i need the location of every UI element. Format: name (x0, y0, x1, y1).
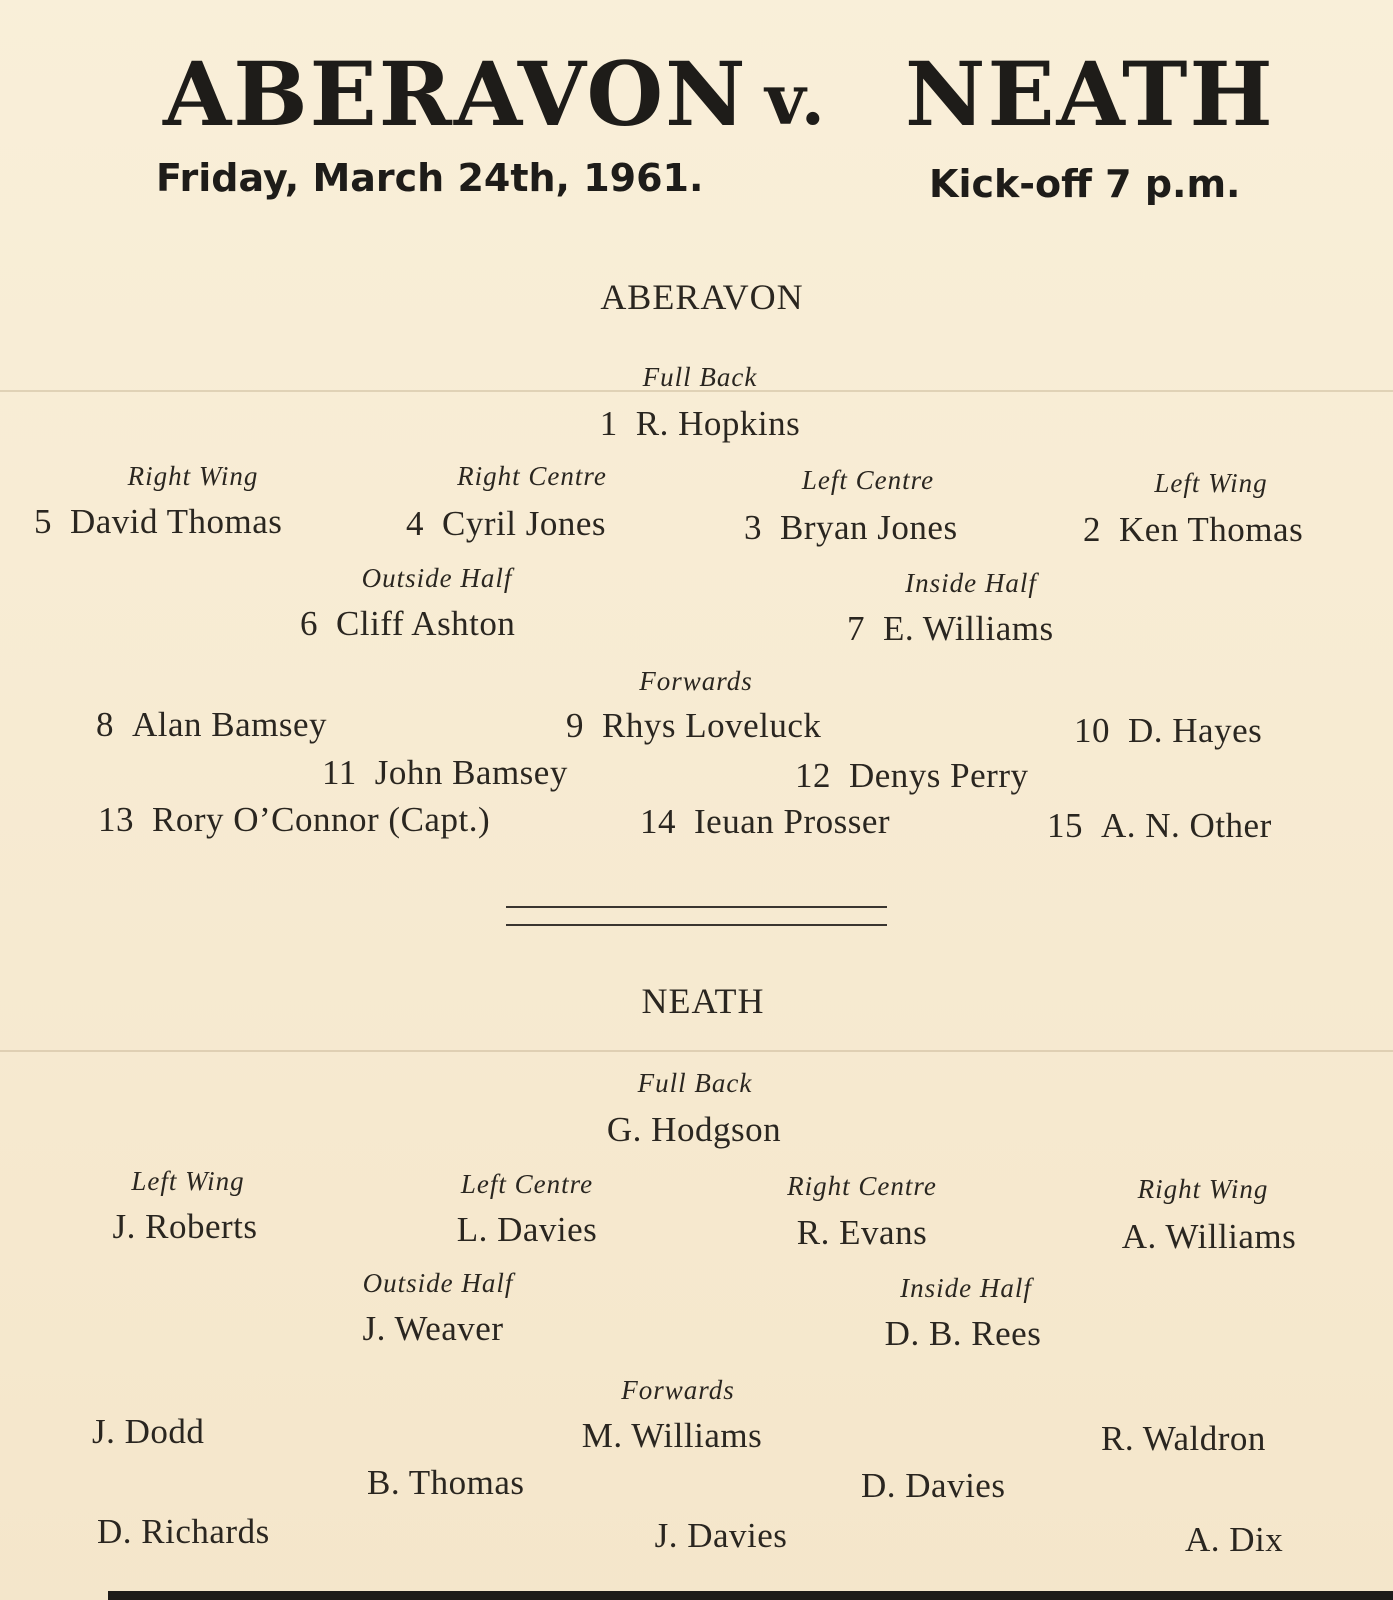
player-name: Rhys Loveluck (602, 706, 822, 745)
match-date: Friday, March 24th, 1961. (156, 156, 704, 200)
player-number: 1 (599, 404, 618, 443)
neath-team-heading: NEATH (641, 981, 765, 1021)
position-label-forwards: Forwards (639, 666, 753, 696)
player-name: Cliff Ashton (336, 604, 516, 643)
player-name: E. Williams (883, 609, 1054, 648)
player-name: Ieuan Prosser (694, 802, 891, 841)
player-right-centre (406, 504, 606, 544)
player-outside-half (300, 604, 515, 644)
player-number: 10 (1074, 711, 1110, 750)
bottom-border-bar (108, 1591, 1393, 1600)
player-forward-captain (98, 800, 490, 840)
player-forward (640, 802, 890, 842)
player-number: 8 (96, 705, 114, 744)
player-number: 6 (300, 604, 318, 643)
position-label-right-wing: Right Wing (1137, 1174, 1269, 1204)
home-team-title: ABERAVON (163, 42, 748, 146)
position-label-outside-half: Outside Half (362, 1268, 514, 1298)
player-name: R. Hopkins (635, 404, 801, 443)
aberavon-team-heading: ABERAVON (600, 277, 804, 317)
player-forward: J. Dodd (92, 1412, 205, 1451)
player-left-centre (744, 508, 958, 548)
player-number: 12 (795, 756, 831, 795)
player-number: 14 (640, 802, 676, 841)
player-number: 11 (322, 753, 357, 792)
player-name: David Thomas (70, 502, 283, 541)
player-name: Denys Perry (849, 756, 1029, 795)
player-outside-half: J. Weaver (362, 1309, 504, 1348)
position-label-inside-half: Inside Half (905, 568, 1037, 598)
player-number: 13 (98, 800, 134, 839)
kickoff-time: Kick-off 7 p.m. (929, 162, 1241, 206)
player-forward: D. Richards (97, 1512, 270, 1551)
player-full-back (600, 404, 800, 444)
position-label-inside-half: Inside Half (900, 1273, 1032, 1303)
player-forward: J. Davies (654, 1516, 788, 1555)
player-forward (322, 753, 568, 793)
player-number: 5 (34, 502, 52, 541)
player-forward: A. Dix (1185, 1520, 1284, 1559)
player-forward (566, 706, 821, 746)
player-forward (795, 756, 1029, 796)
player-forward: B. Thomas (367, 1463, 525, 1502)
player-name: Rory O’Connor (Capt.) (152, 800, 491, 839)
player-name: A. N. Other (1101, 806, 1272, 845)
player-number: 7 (847, 609, 865, 648)
player-name: D. Hayes (1128, 711, 1263, 750)
player-forward: R. Waldron (1101, 1419, 1266, 1458)
player-forward (1074, 711, 1262, 751)
player-left-wing: J. Roberts (112, 1207, 258, 1246)
divider-rule (506, 906, 887, 908)
position-label-right-centre: Right Centre (457, 461, 607, 491)
player-forward (96, 705, 327, 745)
player-name: John Bamsey (374, 753, 568, 792)
position-label-left-wing: Left Wing (131, 1166, 245, 1196)
position-label-left-centre: Left Centre (801, 465, 935, 495)
versus-label: v. (765, 58, 828, 141)
position-label-outside-half: Outside Half (361, 563, 513, 593)
player-number: 9 (566, 706, 584, 745)
divider-rule (506, 924, 887, 926)
player-left-centre: L. Davies (456, 1210, 598, 1249)
player-name: Ken Thomas (1119, 510, 1304, 549)
position-label-right-wing: Right Wing (127, 461, 259, 491)
player-number: 3 (744, 508, 762, 547)
player-number: 4 (406, 504, 424, 543)
position-label-full-back: Full Back (637, 1068, 753, 1098)
player-inside-half: D. B. Rees (884, 1314, 1042, 1353)
player-inside-half (847, 609, 1054, 649)
position-label-forwards: Forwards (621, 1375, 735, 1405)
position-label-right-centre: Right Centre (787, 1171, 937, 1201)
player-full-back: G. Hodgson (606, 1110, 782, 1149)
away-team-title: NEATH (905, 42, 1275, 146)
player-right-wing: A. Williams (1121, 1217, 1297, 1256)
player-right-centre: R. Evans (796, 1213, 928, 1252)
position-label-left-wing: Left Wing (1154, 468, 1268, 498)
position-label-left-centre: Left Centre (460, 1169, 594, 1199)
player-forward (1047, 806, 1272, 846)
player-number: 15 (1047, 806, 1083, 845)
player-number: 2 (1083, 510, 1101, 549)
paper-fold-line (0, 1050, 1393, 1052)
player-name: Cyril Jones (442, 504, 606, 543)
player-name: Bryan Jones (780, 508, 958, 547)
player-name: Alan Bamsey (132, 705, 328, 744)
player-left-wing (1083, 510, 1303, 550)
player-right-wing (34, 502, 282, 542)
player-forward: D. Davies (861, 1466, 1006, 1505)
player-forward: M. Williams (581, 1416, 763, 1455)
position-label-full-back: Full Back (642, 362, 758, 392)
